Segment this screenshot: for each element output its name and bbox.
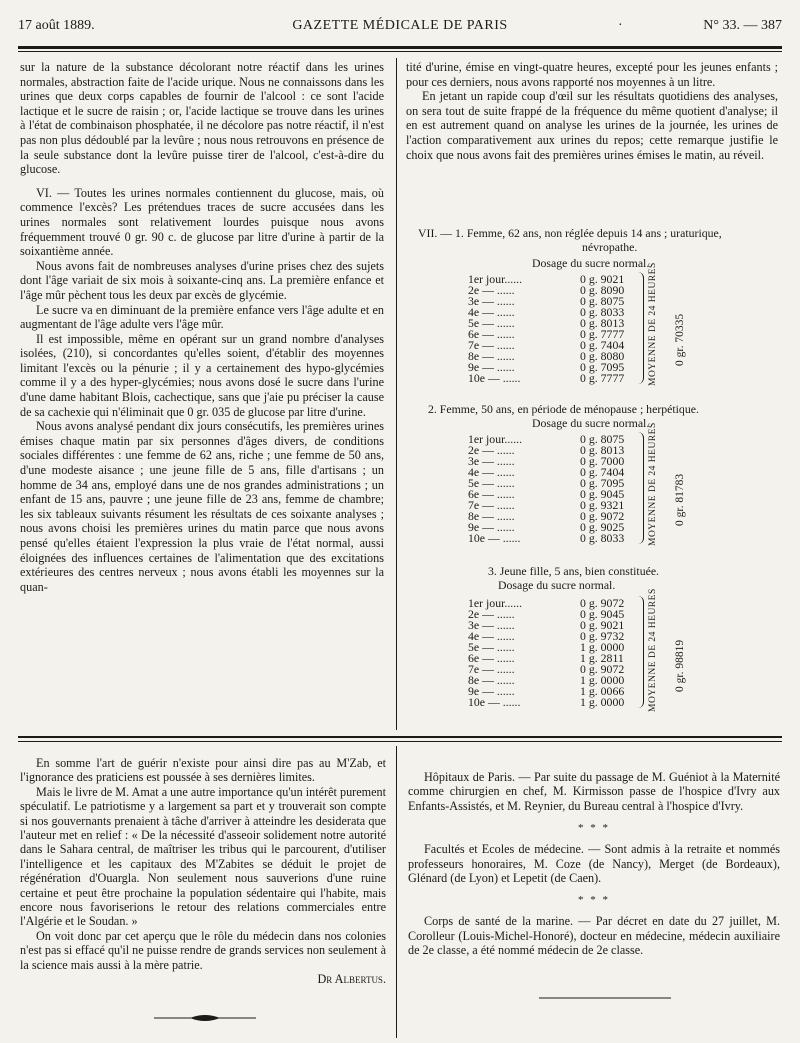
table-1-moyenne: 0 gr. 70335 <box>674 313 686 366</box>
table-1-subtitle: Dosage du sucre normal. <box>532 256 650 270</box>
day-value: 0 g. 7095 <box>580 360 625 374</box>
day-value: 0 g. 9321 <box>580 498 625 512</box>
bottom-left-column <box>20 756 386 987</box>
day-value: 0 g. 8013 <box>580 443 625 457</box>
ornament-divider-right <box>535 993 675 1003</box>
day-label: 4e — ...... <box>468 305 515 319</box>
sugar-table-1 <box>412 226 782 396</box>
table-2-brace <box>638 432 644 544</box>
day-value: 0 g. 9045 <box>580 487 625 501</box>
day-label: 7e — ...... <box>468 338 515 352</box>
day-label: 10e — ...... <box>468 371 521 385</box>
table-2-moyenne: 0 gr. 81783 <box>674 473 686 526</box>
sugar-table-3 <box>412 564 782 724</box>
day-value: 0 g. 8075 <box>580 294 625 308</box>
day-label: 9e — ...... <box>468 684 515 698</box>
day-value: 0 g. 9072 <box>580 662 625 676</box>
right-paragraph-1: tité d'urine, émise en vingt-quatre heures, excepté pour les jeunes enfants ; pour ces derniers, nous avons rapporté nos moyennes à un litre. <box>406 60 778 89</box>
day-label: 7e — ...... <box>468 498 515 512</box>
day-value: 0 g. 8033 <box>580 305 625 319</box>
table-1-title: VII. — 1. Femme, 62 ans, non réglée depuis 14 ans ; uraturique, <box>418 226 722 240</box>
day-value: 0 g. 9072 <box>580 596 625 610</box>
author-signature: Dr Albertus. <box>317 972 386 987</box>
day-value: 0 g. 9025 <box>580 520 625 534</box>
table-3-title: 3. Jeune fille, 5 ans, bien constituée. <box>488 564 660 578</box>
left-column <box>20 60 384 594</box>
table-1-brace <box>638 272 644 384</box>
day-label: 3e — ...... <box>468 454 515 468</box>
day-value: 0 g. 8090 <box>580 283 625 297</box>
sugar-table-2 <box>412 402 782 562</box>
day-value: 0 g. 8013 <box>580 316 625 330</box>
day-label: 2e — ...... <box>468 443 515 457</box>
day-value: 1 g. 0000 <box>580 673 625 687</box>
day-value: 0 g. 9732 <box>580 629 625 643</box>
day-value: 1 g. 0000 <box>580 640 625 654</box>
day-label: 1er jour...... <box>468 596 523 610</box>
day-label: 6e — ...... <box>468 487 515 501</box>
day-label: 4e — ...... <box>468 465 515 479</box>
bottom-right-column <box>408 770 780 958</box>
day-value: 0 g. 7095 <box>580 476 625 490</box>
day-label: 9e — ...... <box>468 360 515 374</box>
table-2-title: 2. Femme, 50 ans, en période de ménopause ; herpétique. <box>428 402 699 416</box>
day-label: 4e — ...... <box>468 629 515 643</box>
day-label: 7e — ...... <box>468 662 515 676</box>
day-value: 0 g. 8033 <box>580 531 625 545</box>
day-label: 9e — ...... <box>468 520 515 534</box>
header-issue: N° 33. — 387 <box>703 18 782 33</box>
left-paragraph-2: VI. — Toutes les urines normales contiennent du glucose, mais, où commence l'excès? Les prétendues traces de sucre accusées dans les urines normales sont relativement lourdes puisque nous avons fréquemment trouvé 0 gr. 90 c. de glucose par litre d'urine à partir de la soixantième année. <box>20 185 384 259</box>
day-label: 5e — ...... <box>468 316 515 330</box>
table-2-moyenne-label: MOYENNE DE 24 HEURES <box>648 422 658 546</box>
table-2-subtitle: Dosage du sucre normal. <box>532 416 650 430</box>
section-rule <box>18 736 782 738</box>
day-label: 8e — ...... <box>468 509 515 523</box>
day-value: 0 g. 9021 <box>580 272 625 286</box>
day-label: 1er jour...... <box>468 272 523 286</box>
bottom-left-paragraph-1: En somme l'art de guérir n'existe pour ainsi dire pas au M'Zab, et l'ignorance des praticiens est poussée à ses dernières limites. <box>20 756 386 785</box>
page-header <box>18 12 782 34</box>
day-value: 1 g. 2811 <box>580 651 624 665</box>
header-date: 17 août 1889. <box>18 18 95 33</box>
day-label: 8e — ...... <box>468 349 515 363</box>
day-label: 5e — ...... <box>468 476 515 490</box>
day-value: 0 g. 7777 <box>580 371 625 385</box>
header-rule-thin <box>18 51 782 52</box>
left-paragraph-1: sur la nature de la substance décolorant notre réactif dans les urines normales, abstraction faite de l'acide urique. Nous ne connaissons dans les urines que deux corps capables de fournir de l'alcool : ce sont l'acide lactique et le sucre de raisin ; or, l'acide lactique se trouve dans les urines à l'état de combinaison phosphatée, il ne décolore pas notre réactif, il n'est pas non plus dédoublé par la levûre ; nous nous retrouvons en présence de la seule substance dont la levûre puisse tirer de l'alcool, c'est-à-dire du glucose. <box>20 60 384 177</box>
table-3-moyenne-label: MOYENNE DE 24 HEURES <box>648 588 658 712</box>
day-value: 0 g. 8075 <box>580 432 625 446</box>
news-marine: Corps de santé de la marine. — Par décret en date du 27 juillet, M. Corolleur (Louis-Michel-Honoré), docteur en médecine, médecin auxiliaire de 2e classe, a été nommé médecin de 2e classe. <box>408 914 780 958</box>
day-value: 0 g. 9072 <box>580 509 625 523</box>
news-hopitaux: Hôpitaux de Paris. — Par suite du passage de M. Guéniot à la Maternité comme chirurgien en chef, M. Kirmisson passe de l'hospice d'Ivry aux Enfants-Assistés, et M. Reynier, du Bureau central à l'hospice d'Ivry. <box>408 770 780 813</box>
header-title: GAZETTE MÉDICALE DE PARIS <box>292 18 508 33</box>
bottom-left-paragraph-2: Mais le livre de M. Amat a une autre importance qu'un intérêt purement spéculatif. Le patriotisme y a largement sa part et y trouverait son compte si nos gouvernants prenaient à tâche d'arriver à atteindre les desiderata que l'auteur met en relief : « De la nécessité d'asseoir solidement notre autorité dans le Sahara central, de maîtriser les tribus qui le parcourent, d'utiliser l'intelligence et les capitaux des M'Zabites se déduit le projet de régénération d'Ouargla. Non seulement nous sauverions d'une ruine certaine et peut être prochaine la population sédentaire qui l'habite, mais encore nous favoriserions le retour des relations commerciales entre l'Algérie et le Soudan. » <box>20 784 386 929</box>
column-divider <box>396 58 397 730</box>
day-label: 3e — ...... <box>468 294 515 308</box>
day-value: 0 g. 8080 <box>580 349 625 363</box>
ornament-divider-left <box>150 1012 260 1024</box>
day-value: 0 g. 7000 <box>580 454 625 468</box>
day-label: 8e — ...... <box>468 673 515 687</box>
left-paragraph-6: Nous avons analysé pendant dix jours consécutifs, les premières urines émises chaque matin par six personnes d'âges divers, de conditions sociales différentes : une femme de 62 ans, riche ; une femme de 50 ans, d'une modeste aisance ; une jeune fille de 5 ans, fille d'artisans ; un homme de 34 ans, employé dans une de nos grandes administrations ; un enfant de 15 ans, pauvre ; une jeune fille de 23 ans, femme de chambre; les six tableaux suivants résument les résultats de ces soixante analyses ; nous avons choisi les premières urines du matin parce que nous avons pensé qu'elles étaient l'expression la plus vraie de l'état normal, aussi éloignées des influences certaines de l'alimentation que des excitations extérieures des centres nerveux ; nous avons établi les moyennes sur la quan- <box>20 419 384 594</box>
bottom-column-divider <box>396 746 397 1038</box>
day-label: 3e — ...... <box>468 618 515 632</box>
day-value: 0 g. 7404 <box>580 338 625 352</box>
day-value: 1 g. 0066 <box>580 684 625 698</box>
section-rule-thin <box>18 741 782 742</box>
day-label: 2e — ...... <box>468 283 515 297</box>
day-label: 10e — ...... <box>468 695 521 709</box>
day-label: 10e — ...... <box>468 531 521 545</box>
day-value: 0 g. 7404 <box>580 465 625 479</box>
left-paragraph-4: Le sucre va en diminuant de la première enfance vers l'âge adulte et en augmentant de l'âge adulte vers l'âge mûr. <box>20 302 384 332</box>
table-3-moyenne: 0 gr. 98819 <box>674 639 686 692</box>
day-label: 1er jour...... <box>468 432 523 446</box>
day-value: 0 g. 7777 <box>580 327 625 341</box>
right-column <box>406 60 778 162</box>
table-3-subtitle: Dosage du sucre normal. <box>498 578 616 592</box>
stars-separator-2: * * * <box>578 894 610 907</box>
day-value: 1 g. 0000 <box>580 695 625 709</box>
day-label: 6e — ...... <box>468 651 515 665</box>
header-rule <box>18 46 782 49</box>
day-label: 5e — ...... <box>468 640 515 654</box>
header-dot: · <box>618 18 623 33</box>
day-label: 6e — ...... <box>468 327 515 341</box>
left-paragraph-5: Il est impossible, même en opérant sur un grand nombre d'analyses isolées, (210), si concordantes qu'elles soient, d'établir des moyennes limitant l'excès ou la pénurie ; il y a certainement des hypo-glycémies comme il y a des hyper-glycémies; nous avons dosé le sucre dans l'urine d'une dame habitant Blois, cachectique, sans que j'aie pu préciser la cause de sa cachexie qui n'éliminait que 0 gr. 035 de glucose par litre d'urine. <box>20 331 384 419</box>
stars-separator-1: * * * <box>578 822 610 835</box>
right-paragraph-2: En jetant un rapide coup d'œil sur les résultats quotidiens des analyses, on sera tout de suite frappé de la fréquence du même quotient d'analyse; il en est autrement quand on analyse les urines de la journée, les urines de l'action comparativement aux urines du repos; cette remarque justifie le choix que nous avons fait des premières urines émises le matin, au réveil. <box>406 89 778 162</box>
table-3-brace <box>638 596 644 708</box>
day-value: 0 g. 9045 <box>580 607 625 621</box>
news-facultes: Facultés et Ecoles de médecine. — Sont admis à la retraite et nommés professeurs honoraires, M. Coze (de Nancy), Merget (de Bordeaux), Glénard (de Lyon) et Lepetit (de Caen). <box>408 842 780 886</box>
day-label: 2e — ...... <box>468 607 515 621</box>
day-value: 0 g. 9021 <box>580 618 625 632</box>
table-1-moyenne-label: MOYENNE DE 24 HEURES <box>648 262 658 386</box>
bottom-left-paragraph-3: On voit donc par cet aperçu que le rôle du médecin dans nos colonies n'est pas si effacé qu'il ne puisse rendre de grands services non seulement à la science mais aussi à la mère patrie. <box>20 928 386 972</box>
left-paragraph-3: Nous avons fait de nombreuses analyses d'urine prises chez des sujets dont l'âge variait de six mois à soixante-cinq ans. La première enfance et l'âge mûr pèchent tous les deux par excès de glycémie. <box>20 258 384 302</box>
table-1-title-cont: névropathe. <box>582 240 638 254</box>
